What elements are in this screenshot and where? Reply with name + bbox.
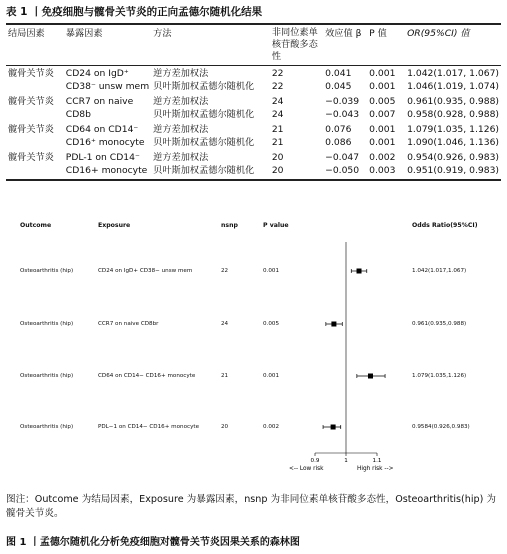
cell-beta: −0.050 <box>325 165 360 176</box>
cell-outcome: 髋骨关节炎 <box>8 152 54 163</box>
header-method: 方法 <box>153 28 172 39</box>
cell-nsnp: 20 <box>271 152 284 163</box>
point-estimate <box>331 322 336 327</box>
table-row <box>6 121 501 136</box>
fp-header-nsnp: nsnp <box>221 222 238 229</box>
table-row <box>6 108 501 121</box>
table-row <box>6 80 501 93</box>
cell-nsnp: 24 <box>271 109 284 120</box>
fp-cell-exposure: PDL−1 on CD14− CD16+ monocyte <box>98 424 200 430</box>
header-nsnp: 非同位素单核苷酸多态性 <box>271 27 318 62</box>
cell-or: 0.961(0.935, 0.988) <box>407 96 499 107</box>
fp-header-outcome: Outcome <box>20 222 52 229</box>
table-header-row <box>6 26 501 65</box>
cell-p: 0.003 <box>369 165 396 176</box>
fp-cell-outcome: Osteoarthritis (hip) <box>20 424 74 430</box>
cell-or: 1.090(1.046, 1.136) <box>407 137 499 148</box>
cell-or: 0.954(0.926, 0.983) <box>407 152 499 163</box>
header-exposure: 暴露因素 <box>65 28 103 39</box>
results-table <box>6 26 501 177</box>
fp-cell-p: 0.001 <box>263 268 280 274</box>
table-header-rule <box>6 65 501 66</box>
high-risk-label: High risk --> <box>357 466 394 472</box>
cell-exposure: CD16⁺ monocyte <box>65 137 145 148</box>
x-tick-label: 0.9 <box>310 458 320 464</box>
fp-cell-nsnp: 21 <box>221 373 229 379</box>
figure-note: 图注：Outcome 为结局因素，Exposure 为暴露因素，nsnp 为非同位素单核苷酸多态性，Osteoarthritis(hip) 为髋骨关节炎。 <box>6 494 496 519</box>
table-top-rule <box>6 23 501 25</box>
fp-cell-exposure: CD64 on CD14− CD16+ monocyte <box>98 373 196 379</box>
fp-header-or: Odds Ratio(95%CI) <box>412 222 478 229</box>
cell-exposure: PDL-1 on CD14⁻ <box>65 152 140 163</box>
fp-cell-outcome: Osteoarthritis (hip) <box>20 268 74 274</box>
header-beta: 效应值 β <box>325 28 362 39</box>
fp-cell-p: 0.002 <box>263 424 280 430</box>
point-estimate <box>368 374 373 379</box>
cell-outcome <box>6 164 64 177</box>
cell-method: 逆方差加权法 <box>153 152 209 163</box>
table-row <box>6 136 501 149</box>
cell-p: 0.001 <box>369 81 396 92</box>
header-p: P 值 <box>369 28 387 39</box>
cell-beta: −0.047 <box>325 152 360 163</box>
cell-outcome: 髋骨关节炎 <box>8 68 54 79</box>
cell-method: 逆方差加权法 <box>153 96 209 107</box>
cell-beta: 0.041 <box>325 68 352 79</box>
cell-method: 贝叶斯加权孟德尔随机化 <box>153 81 255 92</box>
x-tick-label: 1.1 <box>372 458 382 464</box>
cell-nsnp: 21 <box>271 137 284 148</box>
cell-beta: −0.039 <box>325 96 360 107</box>
cell-exposure: CCR7 on naive <box>65 96 134 107</box>
cell-p: 0.001 <box>369 124 396 135</box>
fp-cell-outcome: Osteoarthritis (hip) <box>20 321 74 327</box>
cell-beta: 0.045 <box>325 81 352 92</box>
fp-cell-nsnp: 22 <box>221 268 229 274</box>
cell-p: 0.007 <box>369 109 396 120</box>
table-row <box>6 164 501 177</box>
table-row <box>6 65 501 80</box>
cell-outcome: 髋骨关节炎 <box>8 124 54 135</box>
fp-cell-or-text: 1.042(1.017,1.067) <box>412 268 467 274</box>
cell-outcome <box>6 80 64 93</box>
fp-header-p: P value <box>263 222 289 229</box>
cell-beta: 0.086 <box>325 137 352 148</box>
cell-exposure: CD24 on IgD⁺ <box>65 68 129 79</box>
table-title: 表 1 丨免疫细胞与髋骨关节炎的正向孟德尔随机化结果 <box>6 6 263 18</box>
cell-method: 贝叶斯加权孟德尔随机化 <box>153 165 255 176</box>
cell-p: 0.002 <box>369 152 396 163</box>
header-or: OR(95%CI) 值 <box>407 28 470 39</box>
fp-cell-exposure: CD24 on IgD+ CD38− unsw mem <box>98 268 193 274</box>
point-estimate <box>357 269 362 274</box>
cell-p: 0.001 <box>369 68 396 79</box>
fp-cell-or-text: 0.9584(0.926,0.983) <box>412 424 470 430</box>
cell-nsnp: 21 <box>271 124 284 135</box>
cell-p: 0.005 <box>369 96 396 107</box>
cell-outcome <box>6 136 64 149</box>
fp-cell-nsnp: 24 <box>221 321 229 327</box>
point-estimate <box>331 425 336 430</box>
cell-exposure: CD38⁻ unsw mem <box>65 81 150 92</box>
cell-beta: −0.043 <box>325 109 360 120</box>
fp-cell-or-text: 0.961(0.935,0.988) <box>412 321 467 327</box>
cell-or: 1.046(1.019, 1.074) <box>407 81 499 92</box>
cell-or: 1.042(1.017, 1.067) <box>407 68 499 79</box>
cell-method: 逆方差加权法 <box>153 124 209 135</box>
cell-nsnp: 20 <box>271 165 284 176</box>
fp-cell-or-text: 1.079(1.035,1.126) <box>412 373 467 379</box>
cell-exposure: CD64 on CD14⁻ <box>65 124 139 135</box>
table-row <box>6 93 501 108</box>
cell-outcome <box>6 108 64 121</box>
cell-nsnp: 24 <box>271 96 284 107</box>
cell-or: 0.951(0.919, 0.983) <box>407 165 499 176</box>
cell-beta: 0.076 <box>325 124 352 135</box>
fp-cell-nsnp: 20 <box>221 424 229 430</box>
forest-plot <box>0 208 507 493</box>
cell-p: 0.001 <box>369 137 396 148</box>
x-tick-label: 1 <box>344 458 348 464</box>
forest-plot-canvas <box>0 208 507 493</box>
fp-cell-p: 0.005 <box>263 321 280 327</box>
low-risk-label: <-- Low risk <box>289 466 324 472</box>
figure-title: 图 1 丨孟德尔随机化分析免疫细胞对髋骨关节炎因果关系的森林图 <box>6 537 300 548</box>
cell-or: 0.958(0.928, 0.988) <box>407 109 499 120</box>
cell-method: 贝叶斯加权孟德尔随机化 <box>153 137 255 148</box>
fp-cell-outcome: Osteoarthritis (hip) <box>20 373 74 379</box>
cell-outcome: 髋骨关节炎 <box>8 96 54 107</box>
table-bottom-rule <box>6 179 501 181</box>
cell-method: 贝叶斯加权孟德尔随机化 <box>153 109 255 120</box>
table-row <box>6 149 501 164</box>
cell-nsnp: 22 <box>271 68 284 79</box>
fp-cell-exposure: CCR7 on naive CD8br <box>98 321 159 327</box>
cell-nsnp: 22 <box>271 81 284 92</box>
cell-exposure: CD8b <box>65 109 91 120</box>
cell-exposure: CD16+ monocyte <box>65 165 148 176</box>
fp-header-exposure: Exposure <box>98 222 131 229</box>
cell-or: 1.079(1.035, 1.126) <box>407 124 499 135</box>
fp-cell-p: 0.001 <box>263 373 280 379</box>
cell-method: 逆方差加权法 <box>153 68 209 79</box>
header-outcome: 结局因素 <box>8 28 45 39</box>
